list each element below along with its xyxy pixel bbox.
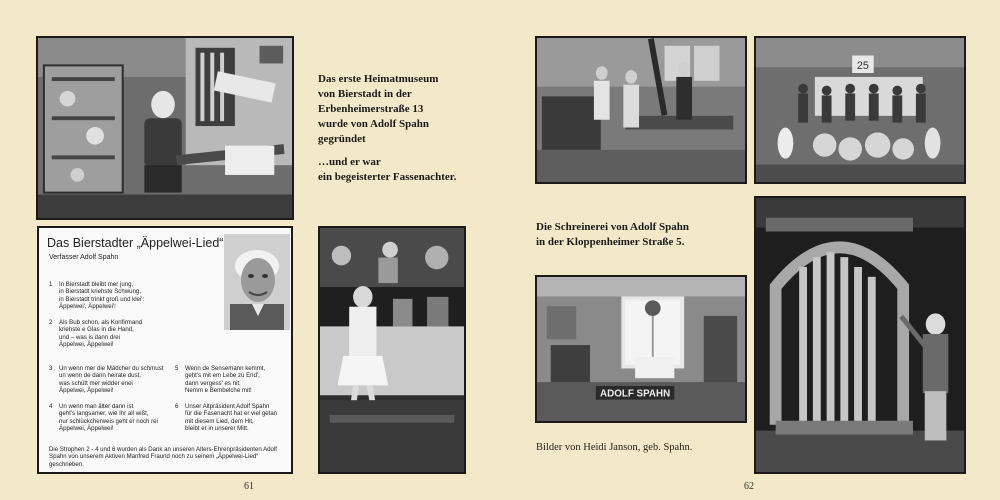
- museum-photo: [36, 36, 294, 220]
- caption-line: von Bierstadt in der: [318, 88, 412, 100]
- shop-interior-photo: [535, 275, 747, 423]
- caption-line: gegründet: [318, 133, 366, 145]
- page-number-right: 62: [744, 481, 754, 492]
- caption-line: Erbenheimerstraße 13: [318, 103, 424, 115]
- song-author: Verfasser Adolf Spahn: [49, 254, 119, 261]
- caption-line: Das erste Heimatmuseum: [318, 73, 439, 85]
- page-number-left: 61: [244, 481, 254, 492]
- stanza-number: 5: [175, 365, 179, 372]
- stanza-text: Un wenn mer die Mädcher du schmust un wenn de dann heirate dust, was schütt mer widder enei Äppelwei, Äppelwei!: [59, 365, 164, 395]
- caption-line: Die Schreinerei von Adolf Spahn: [536, 221, 690, 233]
- song-footnote: Die Strophen 2 - 4 und 6 wurden als Dank an unseren Alters-Ehrenpräsidenten Adolf Spahn von unserem Aktiven Manfred Fraund noch zu seinem „Äppelwei-Lied“ geschrieben.: [49, 446, 277, 468]
- stanza-text: In Bierstadt bleibt mer jung, in Bierstadt kriehste Schwung, in Bierstadt trinkt groß und klei': Äppelwei', Äppelwei'!: [59, 281, 145, 311]
- stanza-text: Unser Altpräsident Adolf Spahn für die Fasenacht hat er viel getan mit diesem Lied, dem Hit, bleibt er in unserer Mitt.: [185, 403, 278, 433]
- stanza-text: Wenn de Sensemann kemmt, geht's mit em Lebe zu End', dann vergess' es nit: Nemm e Bembelche mit!: [185, 365, 266, 395]
- stanza-number: 6: [175, 403, 179, 410]
- fassenachter-caption: [318, 155, 456, 185]
- stanza-number: 1: [49, 281, 53, 288]
- song-title: Das Bierstadter „Äppelwei-Lied“: [47, 236, 224, 250]
- stanza-text: Als Bub schon, als Konfirmand kriehste e Glas in die Hand, und – was is dann drei Äppelwei, Äppelwei!: [59, 319, 142, 349]
- photo-credit: Bilder von Heidi Janson, geb. Spahn.: [536, 442, 693, 453]
- stanza-number: 2: [49, 319, 53, 326]
- carnival-photo: [318, 226, 466, 474]
- caption-line: ein begeisterter Fassenachter.: [318, 171, 457, 183]
- workshop-caption: [536, 220, 689, 250]
- workshop-photo: [535, 36, 747, 184]
- group-photo: [754, 36, 966, 184]
- caption-line: in der Kloppenheimer Straße 5.: [536, 236, 685, 248]
- song-sheet: [37, 226, 293, 474]
- museum-caption: [318, 72, 438, 147]
- right-page: [500, 0, 1000, 500]
- caption-line: wurde von Adolf Spahn: [318, 118, 429, 130]
- adolf-spahn-portrait: [224, 234, 290, 330]
- organ-photo: [754, 196, 966, 474]
- shelf-number: 25: [856, 60, 869, 73]
- stanza-text: Un wenn man älter dann ist geht's langsamer, wie Ihr all wißt, nur schlückcherweis geht er noch rei Äppelwei, Äppelwei!: [59, 403, 158, 433]
- shop-sign: ADOLF SPAHN: [600, 388, 671, 400]
- stanza-number: 3: [49, 365, 53, 372]
- stanza-number: 4: [49, 403, 53, 410]
- caption-line: …und er war: [318, 156, 381, 168]
